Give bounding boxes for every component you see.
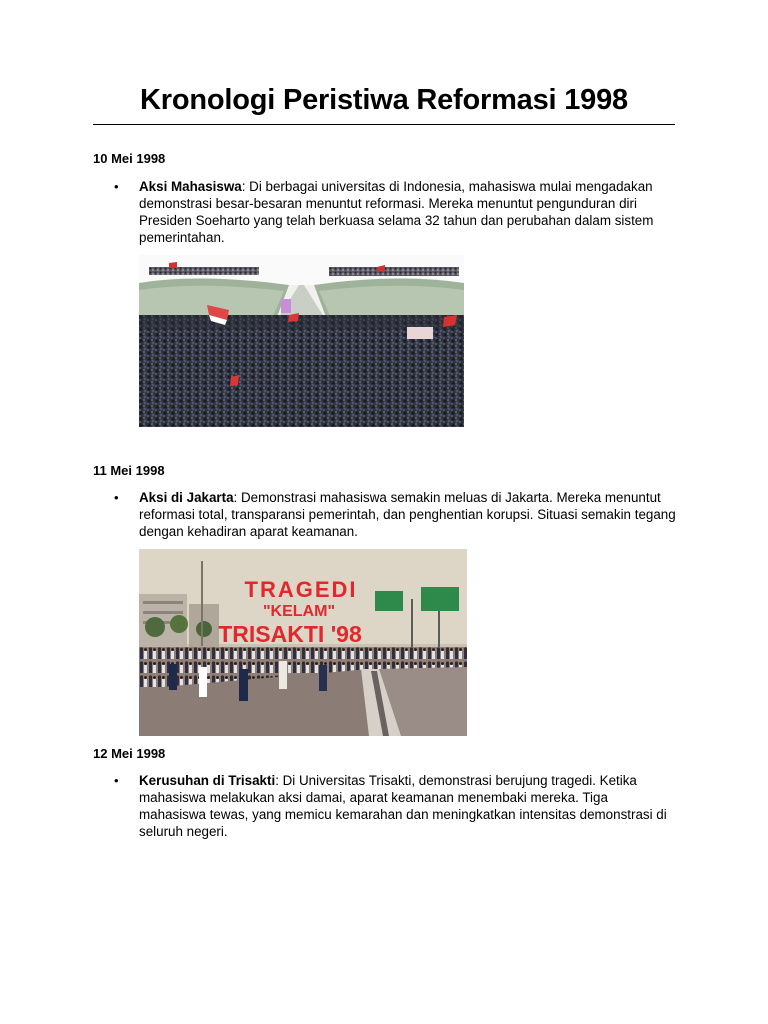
section-date: 12 Mei 1998	[93, 746, 166, 761]
trisakti-tragedy-photo	[139, 549, 467, 736]
bullet-icon: •	[114, 773, 119, 788]
section-term: Aksi Mahasiswa	[139, 179, 242, 194]
page-title: Kronologi Peristiwa Reformasi 1998	[140, 84, 628, 116]
section-paragraph	[139, 772, 672, 840]
photo-caption-line: TRAGEDI	[244, 577, 358, 602]
section-text: : Demonstrasi mahasiswa semakin meluas di Jakarta. Mereka menuntut reformasi total, transparansi pemerintah, dan penghentian korupsi. Situasi semakin tegang dengan kehadiran aparat keamanan.	[139, 490, 676, 539]
section-date: 10 Mei 1998	[93, 151, 166, 166]
section-term: Aksi di Jakarta	[139, 490, 234, 505]
section-paragraph	[139, 178, 679, 246]
section-date: 11 Mei 1998	[93, 463, 165, 478]
photo-caption-line: "KELAM"	[262, 603, 336, 620]
section-paragraph	[139, 489, 679, 540]
bullet-icon: •	[114, 179, 119, 194]
title-underline	[93, 124, 675, 125]
bullet-icon: •	[114, 490, 119, 505]
photo-caption-line: TRISAKTI '98	[218, 621, 362, 647]
section-text: : Di Universitas Trisakti, demonstrasi berujung tragedi. Ketika mahasiswa melakukan aksi damai, aparat keamanan menembaki mereka. Tiga mahasiswa tewas, yang memicu kemarahan dan meningkatkan intensitas demonstrasi di seluruh negeri.	[139, 773, 667, 839]
parliament-crowd-photo	[139, 255, 464, 427]
section-text: : Di berbagai universitas di Indonesia, mahasiswa mulai mengadakan demonstrasi besar-besaran menuntut reformasi. Mereka menuntut pengunduran diri Presiden Soeharto yang telah berkuasa selama 32 tahun dan perubahan dalam sistem pemerintahan.	[139, 179, 654, 245]
section-term: Kerusuhan di Trisakti	[139, 773, 276, 788]
